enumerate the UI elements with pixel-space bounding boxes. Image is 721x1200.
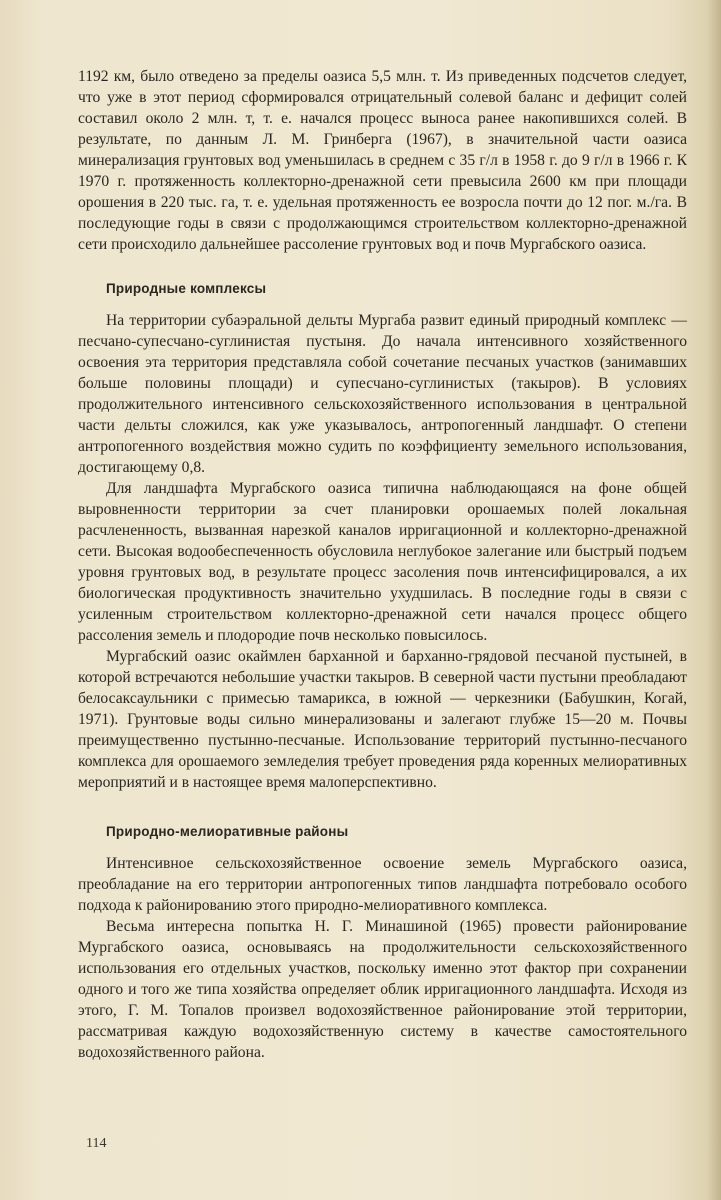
section-heading-reclamation-regions: Природно-мелиоративные районы [106, 824, 349, 839]
paragraph-regionalization-approach: Интенсивное сельскохозяйственное освоение земель Мургабского оазиса, преобладание на его территории антропогенных типов ландшафта потребовало особого подхода к районированию этого природно-мелиоративного комплекса. [78, 855, 687, 914]
page-edge-shadow [707, 0, 721, 1200]
paragraph-continuation: 1192 км, было отведено за пределы оазиса 5,5 млн. т. Из приведенных подсчетов следует, что уже в этот период сформировался отрицательный солевой баланс и дефицит солей составил около 2 млн. т, т. е. начался процесс выноса ранее накопившихся солей. В результате, по данным Л. М. Гринберга (1967), в значительной части оазиса минерализация грунтовых вод уменьшилась в среднем с 35 г/л в 1958 г. до 9 г/л в 1966 г. К 1970 г. протяженность коллекторно-дренажной сети превысила 2600 км при площади орошения в 220 тыс. га, т. е. удельная протяженность ее возросла почти до 12 пог. м./га. В последующие годы в связи с продолжающимся строительством коллекторно-дренажной сети происходило дальнейшее рассоление грунтовых вод и почв Мургабского оазиса. [78, 68, 687, 253]
text-body [78, 66, 687, 1063]
paragraph-oasis-landscape: Для ландшафта Мургабского оазиса типична наблюдающаяся на фоне общей выровненности территории за счет планировки орошаемых полей локальная расчлененность, вызванная нарезкой каналов ирригационной и коллекторно-дренажной сети. Высокая водообеспеченность обусловила неглубокое залегание или быстрый подъем уровня грунтовых вод, в результате процесс засоления почв интенсифицировался, а их биологическая продуктивность значительно ухудшилась. В последние годы в связи с усиленным строительством коллекторно-дренажной сети начался процесс общего рассоления земель и плодородие почв несколько повысилось. [78, 480, 687, 644]
paragraph-minashina-attempt: Весьма интересна попытка Н. Г. Минашиной (1965) провести районирование Мургабского оазиса, основываясь на продолжительности сельскохозяйственного использования его отдельных участков, поскольку именно этот фактор при сохранении одного и того же типа хозяйства определяет облик ирригационного ландшафта. Исходя из этого, Г. М. Топалов произвел водохозяйственное районирование этой территории, рассматривая каждую водохозяйственную систему в качестве самостоятельного водохозяйственного района. [78, 918, 687, 1061]
section-heading-natural-complexes: Природные комплексы [106, 281, 267, 296]
paragraph-delta-complex: На территории субаэральной дельты Мургаба развит единый природный комплекс — песчано-супесчано-суглинистая пустыня. До начала интенсивного хозяйственного освоения эта территория представляла собой сочетание песчаных участков (занимавших больше половины площади) и супесчано-суглинистых (такыров). В условиях продолжительного интенсивного сельскохозяйственного использования в центральной части дельты сложился, как уже указывалось, антропогенный ландшафт. О степени антропогенного воздействия можно судить по коэффициенту земельного использования, достигающему 0,8. [78, 312, 687, 476]
page-number: 114 [86, 1136, 107, 1151]
paragraph-desert-surroundings: Мургабский оазис окаймлен барханной и барханно-грядовой песчаной пустыней, в которой встречаются небольшие участки такыров. В северной части пустыни преобладают белосаксаульники с примесью тамарикса, в южной — черкезники (Бабушкин, Когай, 1971). Грунтовые воды сильно минерализованы и залегают глубже 15—20 м. Почвы преимущественно пустынно-песчаные. Использование территорий пустынно-песчаного комплекса для орошаемого земледелия требует проведения ряда коренных мелиоративных мероприятий и в настоящее время малоперспективно. [78, 648, 687, 791]
